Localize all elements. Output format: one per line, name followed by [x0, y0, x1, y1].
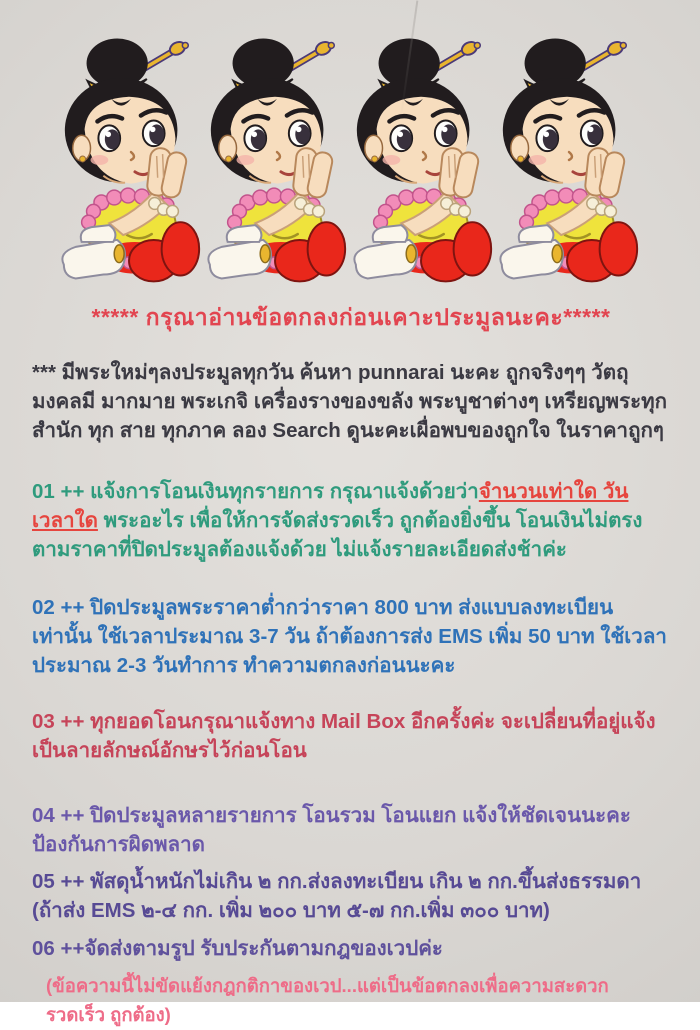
kuman-thong-figure-2: [198, 26, 356, 290]
term-item-05: 05 ++ พัสดุน้ำหนักไม่เกิน ๒ กก.ส่งลงทะเบียน เกิน ๒ กก.ขึ้นส่งธรรมดา (ถ้าส่ง EMS ๒-๔ กก. เพิ่ม ๒๐๐ บาท ๕-๗ กก.เพิ่ม ๓๐๐ บาท): [32, 870, 642, 922]
kuman-thong-figure-4: [490, 26, 648, 290]
term-01-highlighted-text: จำนวนเท่าใด วัน เวลาใด: [32, 480, 629, 533]
kuman-thong-figure-3: [344, 26, 502, 290]
notice-title: ***** กรุณาอ่านข้อตกลงก่อนเคาะประมูลนะคะ*****: [91, 304, 611, 330]
kuman-thong-cartoon-icon: [344, 26, 502, 290]
figures-row: [0, 0, 700, 290]
intro-paragraph: *** มีพระใหม่ๆลงประมูลทุกวัน ค้นหา punnarai นะคะ ถูกจริงๆๆ วัตถุมงคลมี มากมาย พระเกจิ เครื่องรางของขลัง พระบูชาต่างๆ เหรียญพระทุกสำนัก ทุก สาย ทุกภาค ลอง Search ดูนะคะเผื่อพบของถูกใจ ในราคาถูกๆ: [32, 361, 668, 443]
term-01-prefix: 01 ++ แจ้งการโอนเงินทุกรายการ กรุณาแจ้งด้วยว่า: [32, 480, 479, 504]
notice-content: [0, 300, 700, 1030]
term-item-01: [32, 478, 670, 564]
term-item-04: 04 ++ ปิดประมูลหลายรายการ โอนรวม โอนแยก แจ้งให้ชัดเจนนะคะป้องกันการผิดพลาด: [32, 803, 631, 856]
kuman-thong-figure-1: [52, 26, 210, 290]
kuman-thong-cartoon-icon: [490, 26, 648, 290]
term-item-03: 03 ++ ทุกยอดโอนกรุณาแจ้งทาง Mail Box อีกครั้งค่ะ จะเปลี่ยนที่อยู่แจ้งเป็นลายลักษณ์อักษรไว้ก่อนโอน: [32, 710, 656, 763]
term-item-06: 06 ++จัดส่งตามรูป รับประกันตามกฎของเวปค่ะ: [32, 936, 443, 960]
kuman-thong-cartoon-icon: [198, 26, 356, 290]
term-item-02: 02 ++ ปิดประมูลพระราคาต่ำกว่าราคา 800 บาท ส่งแบบลงทะเบียนเท่านั้น ใช้เวลาประมาณ 3-7 วัน ถ้าต้องการส่ง EMS เพิ่ม 50 บาท ใช้เวลาประมาณ 2-3 วันทำการ ทำความตกลงก่อนนะคะ: [32, 596, 667, 677]
footnote: (ข้อความนี้ไม่ขัดแย้งกฎกติกาของเวป...แต่เป็นข้อตกลงเพื่อความสะดวก รวดเร็ว ถูกต้อง): [46, 975, 609, 1026]
term-01-suffix: พระอะไร เพื่อให้การจัดส่งรวดเร็ว ถูกต้องยิ่งขึ้น โอนเงินไม่ตรงตามราคาที่ปิดประมูลต้องแจ้งด้วย ไม่แจ้งรายละเอียดส่งช้าค่ะ: [32, 509, 643, 561]
kuman-thong-cartoon-icon: [52, 26, 210, 290]
